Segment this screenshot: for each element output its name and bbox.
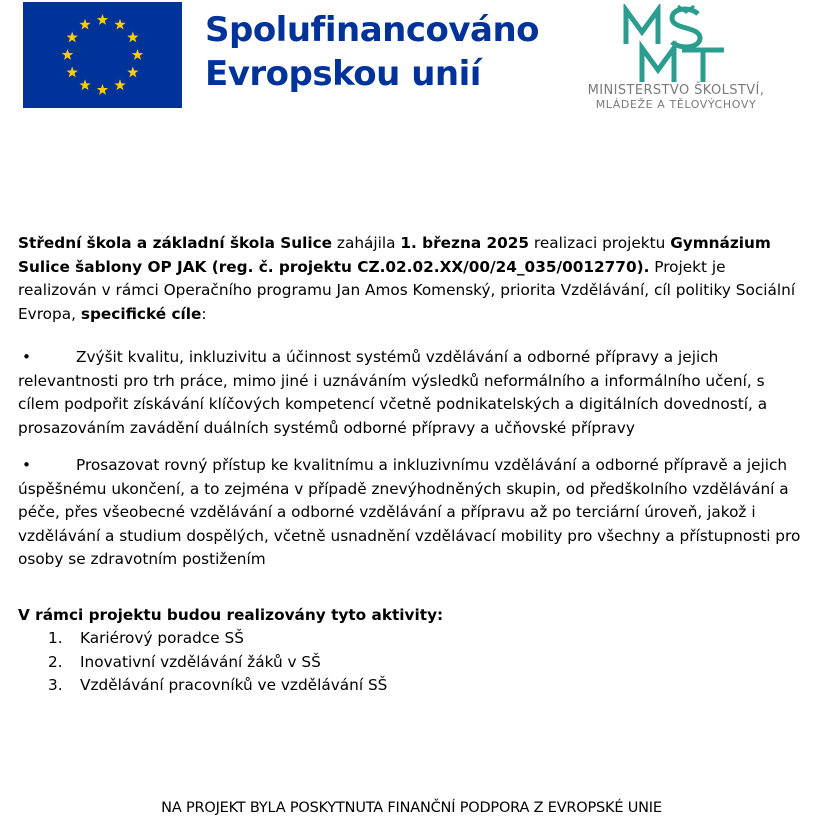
start-date: 1. března 2025 (400, 234, 530, 252)
document-body (18, 232, 808, 698)
intro-text-2: realizaci projektu (529, 234, 671, 252)
msmt-name-line1: MINISTERSTVO ŠKOLSTVÍ, (587, 83, 765, 98)
eu-star-icon (114, 19, 125, 30)
bullet-symbol: • (22, 348, 32, 366)
eu-star-icon (79, 19, 90, 30)
intro-paragraph (18, 232, 808, 326)
list-item (48, 627, 808, 651)
activity-label: Vzdělávání pracovníků ve vzdělávání SŠ (80, 676, 388, 694)
funding-note: NA PROJEKT BYLA POSKYTNUTA FINANČNÍ PODPORA Z EVROPSKÉ UNIE (161, 800, 662, 816)
intro-text-4: : (201, 304, 207, 323)
eu-label-line2: Evropskou unií (205, 54, 481, 94)
eu-cofinanced-label (205, 8, 539, 96)
msmt-name (552, 84, 800, 112)
eu-star-icon (132, 49, 143, 60)
specific-goals-label: specifické cíle (80, 304, 202, 323)
activities-title: V rámci projektu budou realizovány tyto aktivity: (18, 605, 444, 624)
eu-star-icon (97, 84, 108, 95)
activity-label: Kariérový poradce SŠ (80, 629, 244, 647)
list-item (48, 651, 808, 675)
eu-star-icon (62, 49, 73, 60)
list-number: 2. (48, 652, 63, 671)
msmt-name-line2: MLÁDEŽE A TĚLOVÝCHOVY (595, 98, 757, 111)
goal-text: Prosazovat rovný přístup ke kvalitnímu a inkluzivnímu vzdělávání a odborné přípravě a jejich úspěšnému ukončení, a to zejména v případě znevýhodněných skupin, od předškolního vzdělávání a péče, přes všeobecné vzdělávání a odborné vzdělávání a přípravu až po terciární úroveň, jakož i vzdělávání a studium dospělých, včetně usnadnění vzdělávací mobility pro všechny a přístupnosti pro osoby se zdravotním postižením (18, 456, 801, 568)
school-name: Střední škola a základní škola Sulice (18, 234, 333, 252)
intro-text-1: zahájila (332, 234, 401, 252)
project-name: Gymnázium Sulice šablony OP JAK (reg. č. projektu CZ.02.02.XX/00/24_035/0012770). (18, 234, 771, 276)
eu-label-line1: Spolufinancováno (205, 10, 540, 50)
eu-star-icon (79, 79, 90, 90)
list-item (48, 674, 808, 698)
eu-flag-icon (23, 2, 182, 108)
bullet-symbol: • (22, 456, 32, 474)
list-number: 3. (48, 676, 63, 694)
goal-bullet-1 (18, 346, 808, 440)
eu-star-icon (114, 79, 125, 90)
msmt-monogram-icon (620, 4, 732, 86)
activities-list (18, 627, 808, 698)
eu-star-icon (97, 14, 108, 25)
activity-label: Inovativní vzdělávání žáků v SŠ (80, 652, 321, 671)
eu-star-icon (66, 67, 77, 78)
goal-text: Zvýšit kvalitu, inkluzivitu a účinnost systémů vzdělávání a odborné přípravy a jejich relevantnosti pro trh práce, mimo jiné i uznáváním výsledků neformálního a informálního učení, s cílem podpořit získávání klíčových kompetencí včetně podnikatelských a digitálních dovedností, a prosazováním zavádění duálních systémů odborné přípravy a učňovské přípravy (18, 348, 768, 437)
eu-star-icon (127, 67, 138, 78)
goal-bullet-2 (18, 454, 808, 572)
eu-star-icon (66, 32, 77, 43)
list-number: 1. (48, 629, 63, 647)
intro-text-3: Projekt je realizován v rámci Operačního programu Jan Amos Komenský, priorita Vzdělávání, cíl politiky Sociální Evropa, (18, 257, 796, 323)
eu-star-icon (127, 32, 138, 43)
